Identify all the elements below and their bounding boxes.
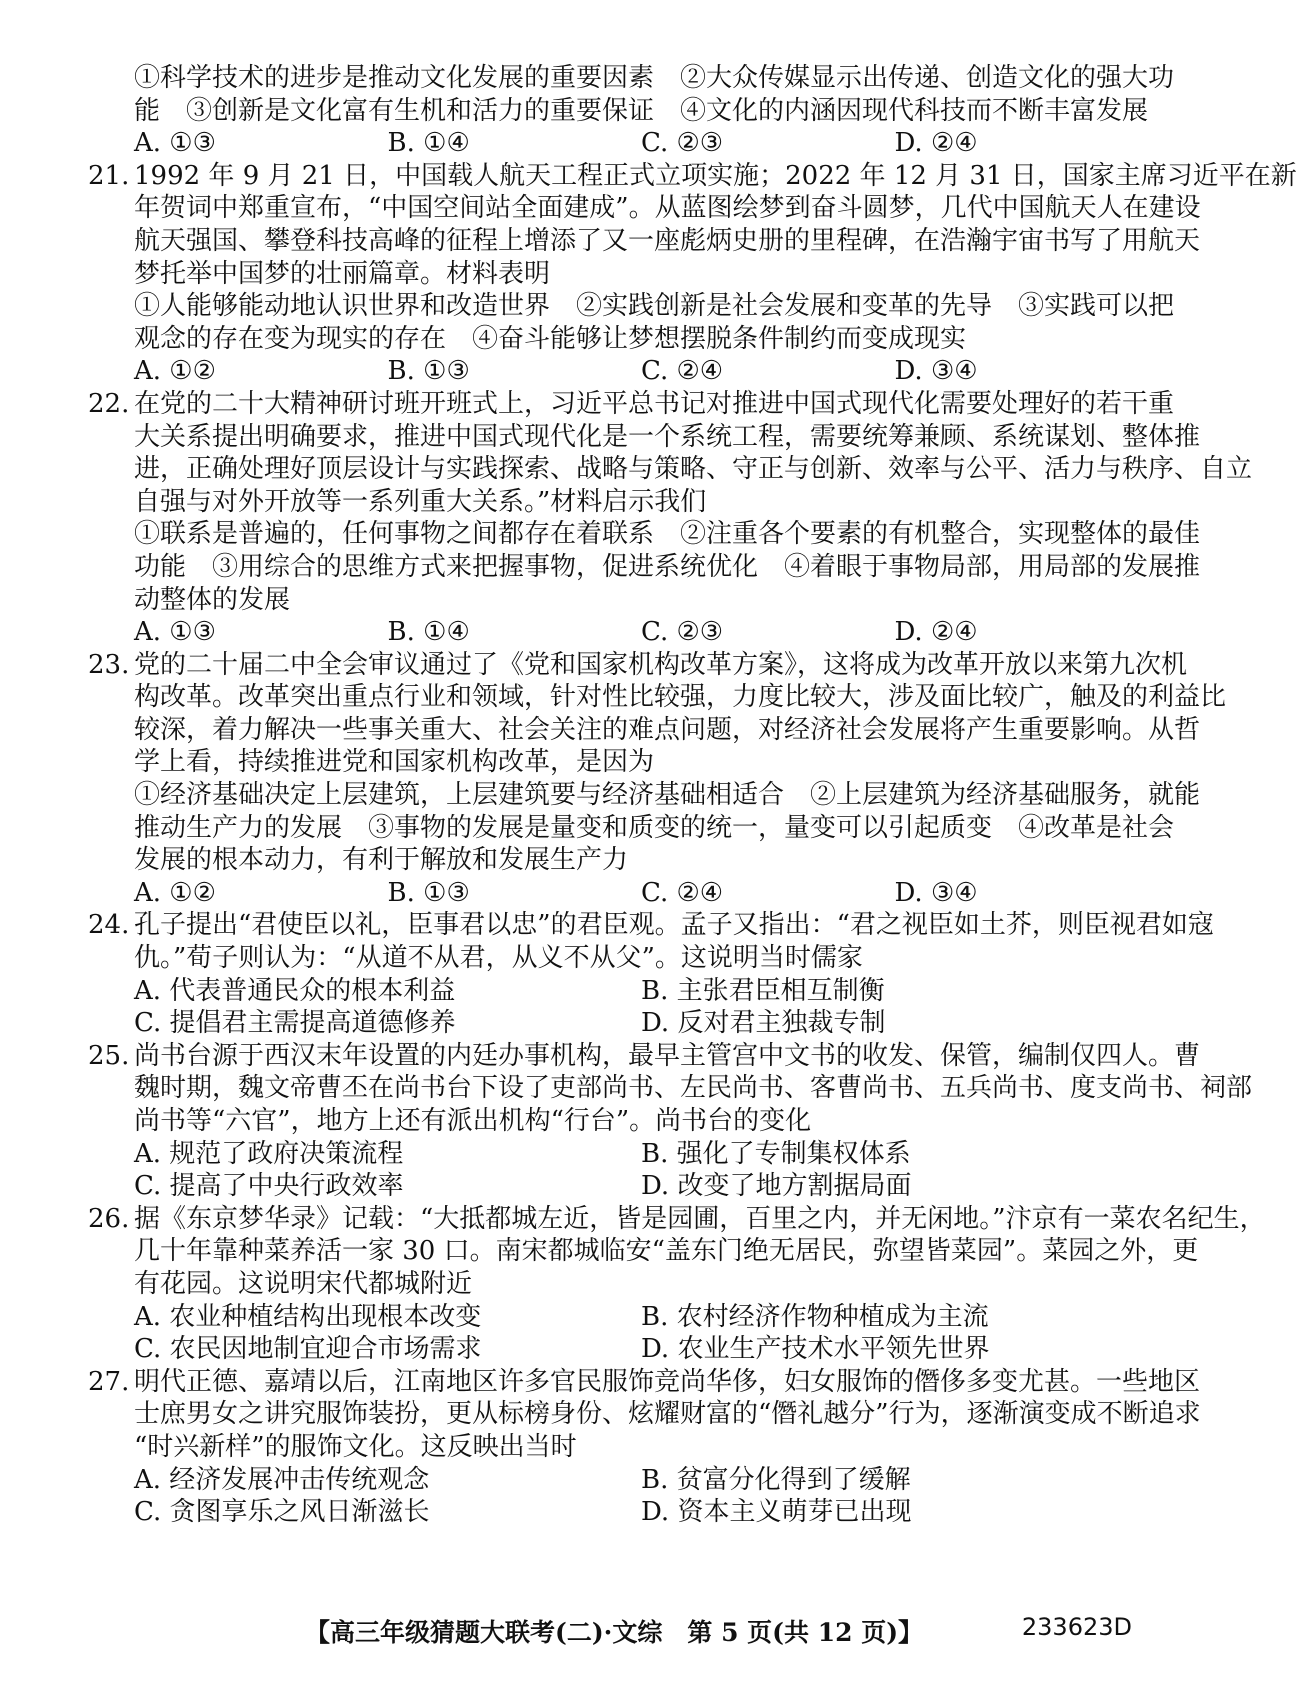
statement-line: ①人能够能动地认识世界和改造世界 ②实践创新是社会发展和变革的先导 ③实践可以把 [134, 291, 1175, 322]
question-text-line: 尚书台源于西汉末年设置的内廷办事机构，最早主管宫中文书的收发、保管，编制仅四人。曹 [134, 1040, 1201, 1071]
question-text-line: 进，正确处理好顶层设计与实践探索、战略与策略、守正与创新、效率与公平、活力与秩序、自立 [134, 454, 1253, 485]
option-d: D. 反对君主独裁专制 [641, 1008, 886, 1039]
question-text-line: 学上看，持续推进党和国家机构改革，是因为 [134, 747, 655, 778]
question-text-line: 自强与对外开放等一系列重大关系。”材料启示我们 [134, 486, 707, 517]
option-a: A. 代表普通民众的根本利益 [134, 975, 456, 1006]
option-row [88, 975, 1148, 1008]
question-number: 23. [88, 649, 130, 680]
question-text-line: 士庶男女之讲究服饰装扮，更从标榜身份、炫耀财富的“僭礼越分”行为，逐渐演变成不断追求 [134, 1399, 1201, 1430]
question-text-line: 梦托举中国梦的壮丽篇章。材料表明 [134, 258, 551, 289]
question-text-line: 孔子提出“君使臣以礼，臣事君以忠”的君臣观。孟子又指出：“君之视臣如土芥，则臣视君如寇 [134, 910, 1214, 941]
option-a: A. ①③ [134, 128, 216, 159]
option-a: A. 经济发展冲击传统观念 [134, 1464, 430, 1495]
question-text-line: 魏时期，魏文帝曹丕在尚书台下设了吏部尚书、左民尚书、客曹尚书、五兵尚书、度支尚书、祠部 [134, 1073, 1253, 1104]
statement-line: 动整体的发展 [134, 584, 291, 615]
option-row [88, 1007, 1148, 1040]
prev-question-block [88, 62, 1175, 160]
statement-line: ①经济基础决定上层建筑，上层建筑要与经济基础相适合 ②上层建筑为经济基础服务，就能 [134, 780, 1201, 811]
question-text-line: 有花园。这说明宋代都城附近 [134, 1268, 473, 1299]
option-c: C. 贪图享乐之风日渐滋长 [134, 1497, 430, 1528]
option-b: B. 主张君臣相互制衡 [641, 975, 885, 1006]
question-number: 26. [88, 1203, 130, 1234]
option-row [88, 616, 1148, 649]
question-number: 24. [88, 910, 130, 941]
statement-line: ①联系是普遍的，任何事物之间都存在着联系 ②注重各个要素的有机整合，实现整体的最佳 [134, 519, 1201, 550]
statement-line: 能 ③创新是文化富有生机和活力的重要保证 ④文化的内涵因现代科技而不断丰富发展 [134, 95, 1149, 126]
option-c: C. ②④ [641, 356, 724, 387]
option-d: D. ③④ [894, 356, 978, 387]
question-23 [88, 649, 1227, 877]
option-row [88, 1138, 1148, 1171]
option-d: D. ②④ [894, 617, 978, 648]
question-number: 25. [88, 1040, 130, 1071]
question-text-line: “时兴新样”的服饰文化。这反映出当时 [134, 1431, 577, 1462]
question-number: 27. [88, 1366, 130, 1397]
option-b: B. ①④ [387, 617, 470, 648]
option-b: B. 贫富分化得到了缓解 [641, 1464, 911, 1495]
question-text-line: 仇。”荀子则认为：“从道不从君，从义不从父”。这说明当时儒家 [134, 943, 863, 974]
option-b: B. 农村经济作物种植成为主流 [641, 1301, 989, 1332]
option-row [88, 1464, 1148, 1497]
option-row [88, 1333, 1148, 1366]
option-row [88, 877, 1148, 910]
footer-code: 233623D [1021, 1613, 1132, 1641]
statement-line: 功能 ③用综合的思维方式来把握事物，促进系统优化 ④着眼于事物局部，用局部的发展推 [134, 551, 1201, 582]
question-text-line: 年贺词中郑重宣布，“中国空间站全面建成”。从蓝图绘梦到奋斗圆梦，几代中国航天人在建设 [134, 193, 1201, 224]
option-b: B. 强化了专制集权体系 [641, 1138, 911, 1169]
option-a: A. ①② [134, 877, 216, 908]
option-b: B. ①④ [387, 128, 470, 159]
option-c: C. ②④ [641, 877, 724, 908]
question-text-line: 较深，着力解决一些事关重大、社会关注的难点问题，对经济社会发展将产生重要影响。从哲 [134, 714, 1201, 745]
question-text-line: 在党的二十大精神研讨班开班式上，习近平总书记对推进中国式现代化需要处理好的若干重 [134, 388, 1175, 419]
question-24 [88, 909, 1214, 974]
question-text-line: 据《东京梦华录》记载：“大抵都城左近，皆是园圃，百里之内，并无闲地。”汴京有一菜农名纪生， [134, 1203, 1266, 1234]
option-d: D. ②④ [894, 128, 978, 159]
option-row [88, 355, 1148, 388]
option-c: C. 提倡君主需提高道德修养 [134, 1008, 456, 1039]
question-text-line: 明代正德、嘉靖以后，江南地区许多官民服饰竞尚华侈，妇女服饰的僭侈多变尤甚。一些地区 [134, 1366, 1201, 1397]
statement-line: ①科学技术的进步是推动文化发展的重要因素 ②大众传媒显示出传递、创造文化的强大功 [134, 63, 1175, 93]
question-26 [88, 1203, 1266, 1301]
option-d: D. 改变了地方割据局面 [641, 1171, 912, 1202]
question-25 [88, 1040, 1253, 1138]
question-22 [88, 388, 1253, 616]
question-text-line: 1992 年 9 月 21 日，中国载人航天工程正式立项实施；2022 年 12 月 31 日，国家主席习近平在新 [134, 160, 1297, 191]
option-d: D. ③④ [894, 877, 978, 908]
question-27 [88, 1366, 1201, 1464]
question-text-line: 党的二十届二中全会审议通过了《党和国家机构改革方案》，这将成为改革开放以来第九次机 [134, 649, 1188, 680]
option-row [88, 1170, 1148, 1203]
option-a: A. ①③ [134, 617, 216, 648]
option-c: C. ②③ [641, 617, 724, 648]
option-d: D. 农业生产技术水平领先世界 [641, 1334, 990, 1365]
page-footer [0, 1613, 1200, 1649]
option-c: C. 农民因地制宜迎合市场需求 [134, 1334, 482, 1365]
footer-title: 【高三年级猜题大联考(二)·文综 第 5 页(共 12 页)】 [305, 1618, 924, 1647]
question-number: 22. [88, 388, 130, 419]
option-a: A. 农业种植结构出现根本改变 [134, 1301, 482, 1332]
option-row [88, 1301, 1148, 1334]
option-a: A. ①② [134, 356, 216, 387]
question-text-line: 大关系提出明确要求，推进中国式现代化是一个系统工程，需要统筹兼顾、系统谋划、整体推 [134, 421, 1201, 452]
option-row [88, 1496, 1148, 1529]
question-text-line: 构改革。改革突出重点行业和领域，针对性比较强，力度比较大，涉及面比较广，触及的利益比 [134, 682, 1227, 713]
option-b: B. ①③ [387, 356, 470, 387]
question-21 [88, 160, 1297, 356]
question-number: 21. [88, 160, 130, 191]
question-text-line: 几十年靠种菜养活一家 30 口。南宋都城临安“盖东门绝无居民，弥望皆菜园”。菜园之外，更 [134, 1236, 1199, 1267]
option-c: C. 提高了中央行政效率 [134, 1171, 404, 1202]
statement-line: 观念的存在变为现实的存在 ④奋斗能够让梦想摆脱条件制约而变成现实 [134, 323, 967, 354]
page-content [88, 62, 1297, 1529]
question-text-line: 尚书等“六官”，地方上还有派出机构“行台”。尚书台的变化 [134, 1106, 812, 1136]
question-text-line: 航天强国、攀登科技高峰的征程上增添了又一座彪炳史册的里程碑，在浩瀚宇宙书写了用航天 [134, 225, 1201, 256]
option-d: D. 资本主义萌芽已出现 [641, 1497, 912, 1528]
statement-line: 推动生产力的发展 ③事物的发展是量变和质变的统一，量变可以引起质变 ④改革是社会 [134, 812, 1175, 843]
option-c: C. ②③ [641, 128, 724, 159]
option-a: A. 规范了政府决策流程 [134, 1138, 404, 1169]
statement-line: 发展的根本动力，有利于解放和发展生产力 [134, 845, 629, 876]
option-row [88, 127, 1148, 160]
option-b: B. ①③ [387, 877, 470, 908]
